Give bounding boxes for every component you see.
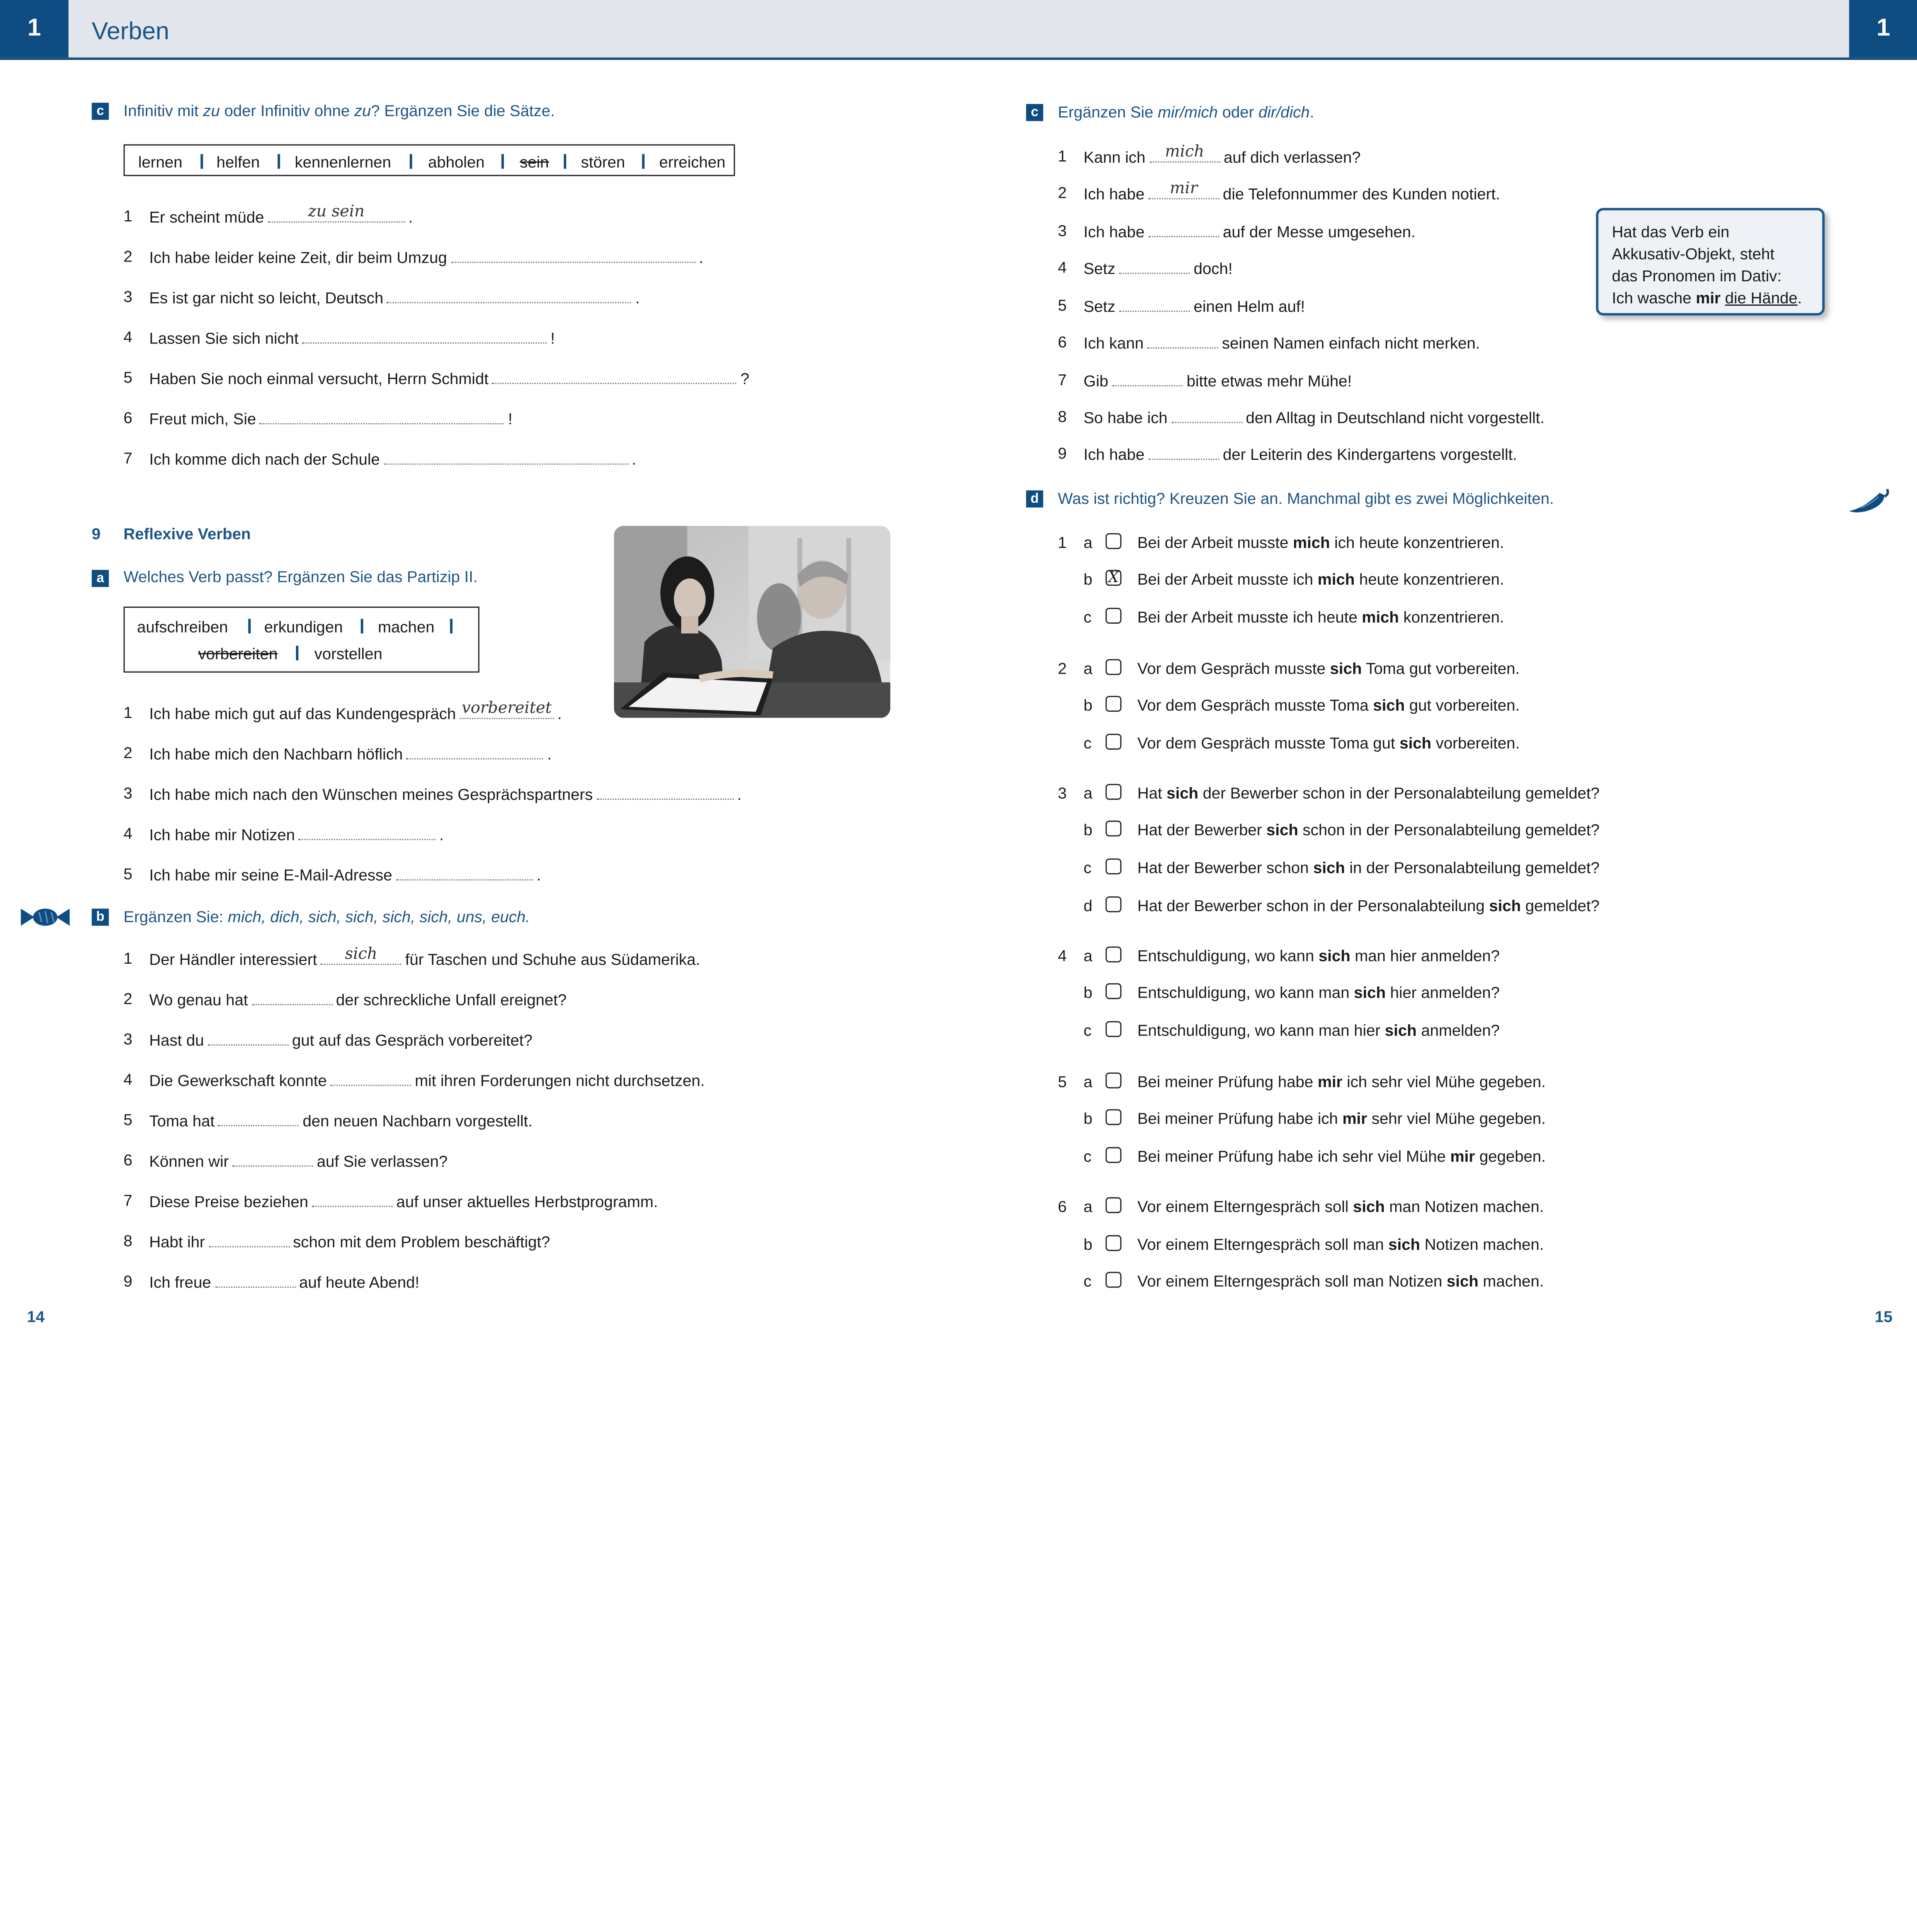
item-number: 7	[123, 1191, 133, 1210]
item-number: 7	[1058, 370, 1067, 389]
exercise-letter-c-right: c	[1026, 104, 1043, 121]
word-used: vorbereiten	[198, 644, 278, 663]
option-letter: b	[1084, 820, 1092, 839]
answer-blank[interactable]	[208, 1030, 288, 1046]
option-letter: b	[1084, 1109, 1092, 1128]
option-checkbox[interactable]	[1106, 533, 1121, 549]
exercise-item: Wo genau hat der schreckliche Unfall ereignet?	[149, 989, 566, 1009]
answer-blank[interactable]	[330, 1070, 411, 1086]
option-text: Bei meiner Prüfung habe mir ich sehr viel Mühe gegeben.	[1137, 1072, 1546, 1091]
option-letter: a	[1084, 659, 1092, 678]
answer-blank[interactable]	[215, 1272, 296, 1287]
item-number: 4	[123, 1070, 133, 1088]
exercise-item: So habe ich den Alltag in Deutschland nicht vorgestellt.	[1084, 407, 1544, 427]
exercise-item: Der Händler interessiert sich für Taschen und Schuhe aus Südamerika.	[149, 945, 700, 969]
option-letter: b	[1084, 1235, 1092, 1254]
answer-blank[interactable]	[384, 449, 628, 465]
exercise-item: Die Gewerkschaft konnte mit ihren Forderungen nicht durchsetzen.	[149, 1070, 705, 1090]
answer-blank[interactable]	[451, 247, 695, 263]
option-checkbox[interactable]	[1106, 947, 1121, 963]
item-number: 6	[123, 1151, 133, 1169]
item-number: 9	[123, 1272, 133, 1290]
grammar-tip-box	[1596, 208, 1825, 316]
answer-blank[interactable]	[1171, 407, 1242, 423]
option-text: Bei meiner Prüfung habe ich sehr viel Mühe mir gegeben.	[1137, 1147, 1546, 1166]
option-checkbox-checked[interactable]: X	[1106, 570, 1121, 586]
exercise-c-instruction: Infinitiv mit zu oder Infinitiv ohne zu? Ergänzen Sie die Sätze.	[123, 101, 555, 120]
exercise-item: Diese Preise beziehen auf unser aktuelles Herbstprogramm.	[149, 1191, 658, 1211]
item-number: 6	[123, 408, 133, 427]
page-number-right: 15	[1874, 1307, 1893, 1326]
option-checkbox[interactable]	[1106, 1235, 1121, 1251]
photo-illustration	[614, 526, 890, 718]
item-number: 8	[123, 1231, 133, 1250]
word-separator	[450, 619, 452, 633]
item-number: 1	[123, 703, 133, 722]
option-text: Bei meiner Prüfung habe ich mir sehr viel Mühe gegeben.	[1137, 1109, 1546, 1128]
option-text: Vor einem Elterngespräch soll man sich Notizen machen.	[1137, 1235, 1544, 1254]
item-number: 5	[123, 368, 133, 387]
word-separator	[564, 154, 566, 169]
item-number: 4	[123, 824, 133, 843]
exercise-item: Lassen Sie sich nicht !	[149, 328, 555, 347]
item-number: 5	[1058, 296, 1067, 315]
answer-blank[interactable]	[260, 408, 504, 424]
answer-blank[interactable]: mich	[1149, 147, 1220, 163]
exercise-item: Ich habe mir seine E-Mail-Adresse .	[149, 865, 541, 884]
exercise-c-right-instruction: Ergänzen Sie mir/mich oder dir/dich.	[1058, 102, 1314, 121]
option-letter: c	[1084, 733, 1092, 752]
option-text: Vor dem Gespräch musste sich Toma gut vorbereiten.	[1137, 659, 1520, 678]
option-text: Entschuldigung, wo kann man hier sich anmelden?	[1137, 1021, 1500, 1040]
item-number: 6	[1058, 1197, 1067, 1216]
item-number: 1	[123, 206, 133, 225]
exercise-item: Ich habe mich gut auf das Kundengespräch vorbereitet .	[149, 699, 562, 723]
answer-blank[interactable]: vorbereitet	[459, 703, 554, 719]
answer-blank[interactable]	[407, 743, 543, 759]
tip-line: Akkusativ-Objekt, steht	[1612, 244, 1775, 263]
answer-blank[interactable]	[387, 287, 632, 303]
answer-blank[interactable]	[1112, 371, 1183, 386]
exercise-item: Ich habe leider keine Zeit, dir beim Umzug .	[149, 247, 703, 267]
word-separator	[410, 154, 412, 169]
option-letter: c	[1084, 1147, 1092, 1166]
answer-blank[interactable]: zu sein	[268, 207, 405, 223]
exercise-item: Haben Sie noch einmal versucht, Herrn Schmidt ?	[149, 368, 749, 388]
word: stören	[581, 153, 625, 172]
option-text: Hat der Bewerber schon sich in der Personalabteilung gemeldet?	[1137, 858, 1600, 877]
exercise-item: Ich kann seinen Namen einfach nicht merken.	[1084, 333, 1480, 352]
item-number: 1	[1058, 533, 1067, 552]
exercise-item: Habt ihr schon mit dem Problem beschäftigt?	[149, 1231, 550, 1251]
item-number: 5	[123, 1110, 133, 1129]
option-checkbox[interactable]	[1106, 1147, 1121, 1163]
word: machen	[378, 617, 435, 636]
word-separator	[277, 154, 280, 169]
exercise-item: Ich freue auf heute Abend!	[149, 1272, 419, 1291]
option-checkbox[interactable]	[1106, 821, 1121, 837]
option-text: Entschuldigung, wo kann man sich hier anmelden?	[1137, 983, 1500, 1002]
word: kennenlernen	[294, 153, 391, 172]
answer-blank[interactable]	[1119, 296, 1190, 312]
answer-blank[interactable]	[597, 784, 733, 800]
option-text: Vor dem Gespräch musste Toma sich gut vorbereiten.	[1137, 696, 1520, 714]
answer-blank[interactable]	[218, 1111, 299, 1126]
word-box-c	[124, 144, 735, 176]
item-number: 4	[1058, 946, 1067, 965]
item-number: 4	[123, 328, 133, 346]
option-text: Hat sich der Bewerber schon in der Personalabteilung gemeldet?	[1137, 784, 1600, 803]
option-text: Bei der Arbeit musste mich ich heute konzentrieren.	[1137, 533, 1504, 552]
option-text: Vor dem Gespräch musste Toma gut sich vorbereiten.	[1137, 733, 1520, 752]
answer-blank[interactable]	[252, 989, 332, 1005]
word-separator	[296, 646, 298, 660]
option-checkbox[interactable]	[1106, 734, 1121, 750]
item-number: 3	[1058, 221, 1067, 240]
answer-blank[interactable]	[1148, 444, 1219, 460]
option-text: Bei der Arbeit musste ich heute mich konzentrieren.	[1137, 607, 1504, 626]
word-used: sein	[520, 153, 549, 172]
item-number: 2	[1058, 183, 1067, 202]
option-checkbox[interactable]	[1106, 608, 1121, 624]
tip-line: Ich wasche mir die Hände.	[1612, 288, 1802, 307]
word: abholen	[428, 153, 485, 172]
option-text: Vor einem Elterngespräch soll sich man Notizen machen.	[1137, 1197, 1544, 1216]
exercise-d-instruction: Was ist richtig? Kreuzen Sie an. Manchmal gibt es zwei Möglichkeiten.	[1058, 489, 1554, 508]
word-box-a	[124, 607, 480, 673]
option-letter: a	[1084, 1197, 1092, 1216]
option-checkbox[interactable]	[1106, 1021, 1121, 1037]
exercise-item: Freut mich, Sie !	[149, 408, 512, 428]
word: erreichen	[659, 153, 726, 172]
exercise-item: Setz einen Helm auf!	[1084, 296, 1305, 316]
exercise-item: Er scheint müde zu sein .	[149, 203, 413, 226]
exercise-letter-a: a	[92, 570, 109, 587]
answer-blank[interactable]	[312, 1191, 393, 1207]
option-checkbox[interactable]	[1106, 784, 1121, 800]
exercise-item: Ich habe auf der Messe umgesehen.	[1084, 221, 1415, 241]
exercise-item: Ich habe der Leiterin des Kindergartens vorgestellt.	[1084, 444, 1517, 464]
answer-blank[interactable]: sich	[321, 949, 401, 965]
chapter-title-left: Verben	[92, 18, 169, 46]
option-text: Vor einem Elterngespräch soll man Notizen sich machen.	[1137, 1272, 1544, 1290]
answer-blank[interactable]	[1147, 333, 1218, 349]
tip-line: das Pronomen im Dativ:	[1612, 266, 1782, 285]
exercise-item: Ich habe mich nach den Wünschen meines Gesprächspartners .	[149, 784, 742, 804]
exercise-item: Es ist gar nicht so leicht, Deutsch .	[149, 287, 640, 307]
answer-blank[interactable]	[209, 1231, 289, 1247]
exercise-letter-d: d	[1026, 490, 1043, 507]
word-separator	[361, 619, 363, 633]
option-checkbox[interactable]	[1106, 696, 1121, 712]
word: vorstellen	[314, 644, 383, 663]
chapter-number-left: 1	[0, 0, 68, 58]
item-number: 2	[123, 989, 133, 1008]
exercise-item: Können wir auf Sie verlassen?	[149, 1151, 447, 1170]
option-checkbox[interactable]	[1106, 659, 1121, 675]
item-number: 2	[1058, 659, 1067, 678]
option-letter: c	[1084, 607, 1092, 626]
item-number: 4	[1058, 258, 1067, 277]
exercise-b-instruction: Ergänzen Sie: mich, dich, sich, sich, sich, sich, uns, euch.	[123, 907, 530, 926]
answer-blank[interactable]: mir	[1148, 184, 1219, 199]
section-title: Reflexive Verben	[123, 524, 251, 543]
answer-blank[interactable]	[232, 1151, 313, 1167]
item-number: 1	[1058, 146, 1067, 165]
word: helfen	[216, 153, 260, 172]
option-letter: a	[1084, 946, 1092, 965]
option-letter: c	[1084, 1272, 1092, 1290]
exercise-item: Ich habe mir Notizen .	[149, 824, 444, 844]
option-text: Hat der Bewerber schon in der Personalabteilung sich gemeldet?	[1137, 896, 1600, 915]
option-letter: b	[1084, 983, 1092, 1002]
item-number: 6	[1058, 332, 1067, 351]
option-letter: d	[1084, 896, 1092, 915]
item-number: 3	[123, 784, 133, 803]
chapter-number-right: 1	[1849, 0, 1917, 58]
answer-blank[interactable]	[396, 865, 532, 881]
item-number: 3	[123, 1029, 133, 1048]
chili-pepper-icon	[1847, 487, 1891, 516]
answer-blank[interactable]	[302, 328, 547, 344]
exercise-item: Setz doch!	[1084, 258, 1233, 278]
exercise-item: Kann ich mich auf dich verlassen?	[1084, 143, 1361, 167]
option-checkbox[interactable]	[1106, 1272, 1121, 1287]
word: lernen	[138, 153, 183, 172]
option-checkbox[interactable]	[1106, 1073, 1121, 1088]
option-checkbox[interactable]	[1106, 859, 1121, 874]
exercise-letter-c: c	[92, 103, 109, 120]
item-number: 5	[123, 864, 133, 883]
word: aufschreiben	[137, 617, 228, 636]
option-checkbox[interactable]	[1106, 983, 1121, 999]
option-text: Entschuldigung, wo kann sich man hier anmelden?	[1137, 946, 1500, 965]
word: erkundigen	[264, 617, 343, 636]
word-separator	[201, 154, 203, 169]
option-text: Bei der Arbeit musste ich mich heute konzentrieren.	[1137, 570, 1504, 588]
answer-blank[interactable]	[1148, 221, 1219, 237]
option-letter: a	[1084, 784, 1092, 803]
item-number: 9	[1058, 444, 1067, 463]
exercise-item: Toma hat den neuen Nachbarn vorgestellt.	[149, 1111, 532, 1130]
word-separator	[248, 619, 250, 633]
exercise-letter-b: b	[92, 909, 109, 926]
option-text: Hat der Bewerber sich schon in der Personalabteilung gemeldet?	[1137, 820, 1600, 839]
item-number: 2	[123, 247, 133, 265]
answer-blank[interactable]	[492, 368, 737, 384]
option-checkbox[interactable]	[1106, 1197, 1121, 1213]
page-header	[0, 0, 1917, 60]
word-separator	[502, 154, 504, 169]
section-number: 9	[92, 524, 101, 543]
exercise-item: Ich komme dich nach der Schule .	[149, 449, 636, 469]
option-letter: b	[1084, 696, 1092, 714]
option-letter: c	[1084, 858, 1092, 877]
option-letter: a	[1084, 533, 1092, 552]
item-number: 1	[123, 949, 133, 968]
word-separator	[642, 154, 645, 169]
option-letter: a	[1084, 1072, 1092, 1091]
item-number: 5	[1058, 1072, 1067, 1091]
exercise-item: Gib bitte etwas mehr Mühe!	[1084, 371, 1352, 390]
candy-icon	[21, 905, 70, 929]
option-checkbox[interactable]	[1106, 1109, 1121, 1125]
option-letter: c	[1084, 1021, 1092, 1040]
item-number: 7	[123, 449, 133, 467]
item-number: 2	[123, 743, 133, 762]
answer-blank[interactable]	[1119, 258, 1190, 274]
exercise-a-instruction: Welches Verb passt? Ergänzen Sie das Partizip II.	[123, 567, 478, 586]
exercise-item: Ich habe mir die Telefonnummer des Kunden notiert.	[1084, 180, 1500, 203]
item-number: 8	[1058, 407, 1067, 426]
option-checkbox[interactable]	[1106, 896, 1121, 912]
business-meeting-photo	[614, 526, 890, 718]
item-number: 3	[1058, 784, 1067, 803]
exercise-item: Hast du gut auf das Gespräch vorbereitet?	[149, 1030, 532, 1049]
exercise-item: Ich habe mich den Nachbarn höflich .	[149, 743, 551, 763]
option-letter: b	[1084, 570, 1092, 588]
tip-line: Hat das Verb ein	[1612, 223, 1730, 241]
page-number-left: 14	[27, 1307, 45, 1326]
item-number: 3	[123, 287, 133, 306]
answer-blank[interactable]	[299, 824, 435, 840]
